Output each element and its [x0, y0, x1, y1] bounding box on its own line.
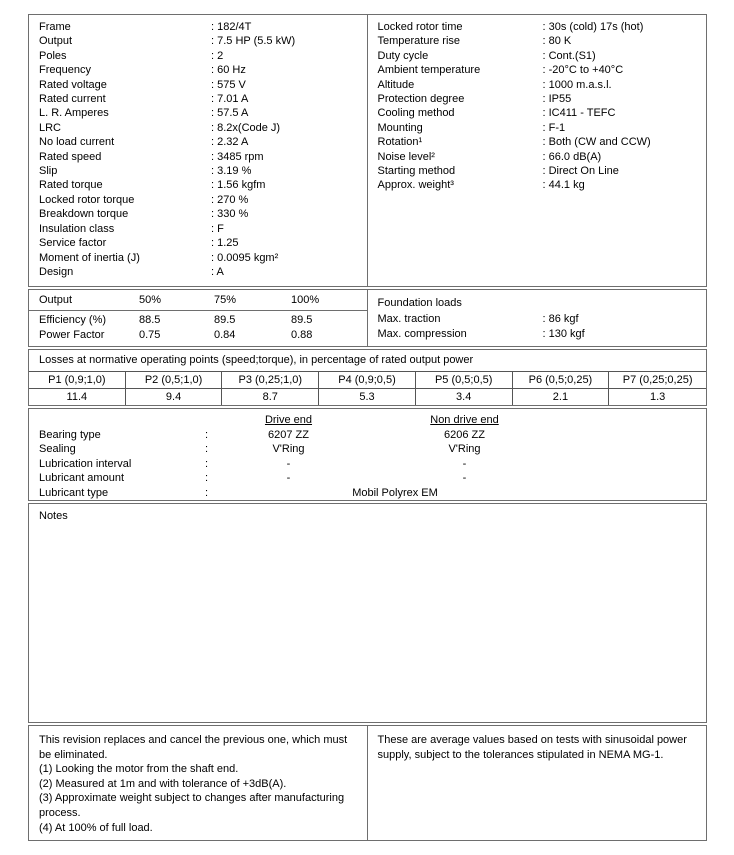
revision-notes	[29, 726, 368, 840]
spec-row	[39, 135, 367, 149]
bearing-row	[29, 442, 706, 457]
drive-end-header: Drive end	[264, 414, 313, 426]
spec-value: : 8.2x(Code J)	[211, 121, 281, 134]
spec-value: : 2	[211, 49, 224, 62]
foundation-loads-title: Foundation loads	[377, 297, 462, 309]
spec-row	[378, 150, 707, 164]
bearing-label: Lubrication interval	[39, 457, 132, 470]
spec-row	[39, 106, 367, 120]
spec-label: Starting method	[377, 165, 456, 178]
spec-value: : 330 %	[211, 208, 249, 221]
bearing-drive-value: 6207 ZZ	[268, 428, 309, 441]
output-header-100: 100%	[291, 294, 320, 306]
losses-header-p7: P7 (0,25;0,25)	[622, 374, 693, 386]
losses-section	[28, 349, 707, 406]
bearing-row	[29, 471, 706, 486]
spec-label: Insulation class	[39, 222, 115, 235]
bearing-drive-value: V'Ring	[272, 443, 305, 456]
spec-label: Rated current	[39, 93, 106, 106]
spec-value: : 182/4T	[211, 21, 252, 33]
footer-line: (4) At 100% of full load.	[39, 821, 153, 834]
spec-row	[39, 222, 367, 236]
bearing-label: Bearing type	[39, 428, 101, 441]
spec-row	[39, 49, 367, 63]
spec-row	[378, 20, 707, 34]
footer-line: This revision replaces and cancel the previous one, which must be eliminated.	[39, 734, 348, 761]
spec-value: : -20°C to +40°C	[542, 64, 624, 77]
footer-line: (2) Measured at 1m and with tolerance of +3dB(A).	[39, 777, 287, 790]
spec-row	[39, 207, 367, 221]
spec-row	[39, 178, 367, 192]
losses-value-p6: 2.1	[513, 389, 610, 405]
bearing-label: Lubricant type	[39, 486, 109, 499]
spec-value: : 80 K	[542, 35, 572, 48]
spec-value: : 57.5 A	[211, 107, 249, 120]
spec-row	[39, 63, 367, 77]
losses-values-row	[29, 389, 706, 405]
notes-title: Notes	[39, 510, 68, 522]
losses-header-p1: P1 (0,9;1,0)	[29, 372, 126, 388]
spec-value: : 575 V	[211, 78, 246, 91]
spec-row	[39, 251, 367, 265]
bearing-end-header-row	[29, 413, 706, 428]
spec-value: : IC411 - TEFC	[542, 107, 616, 120]
spec-row	[39, 265, 367, 279]
power-factor-50: 0.75	[139, 329, 161, 341]
footer-line: (3) Approximate weight subject to changes after manufacturing process.	[39, 792, 345, 819]
foundation-row	[378, 312, 707, 327]
bearing-nondrive-value: 6206 ZZ	[444, 428, 485, 441]
spec-value: : 7.5 HP (5.5 kW)	[211, 35, 296, 48]
spec-label: Rated torque	[39, 179, 103, 192]
efficiency-100: 89.5	[291, 314, 313, 326]
spec-label: Altitude	[377, 78, 415, 91]
specs-left-column	[29, 15, 368, 286]
datasheet-body	[28, 14, 707, 843]
bearing-nondrive-value: V'Ring	[448, 443, 481, 456]
spec-label: Locked rotor torque	[39, 193, 135, 206]
bearing-drive-value: -	[286, 457, 291, 470]
colon: :	[205, 472, 209, 485]
spec-row	[378, 78, 707, 92]
losses-header-p3: P3 (0,25;1,0)	[222, 372, 319, 388]
non-drive-end-header: Non drive end	[430, 414, 499, 426]
spec-label: Rated speed	[39, 150, 102, 163]
foundation-label: Max. traction	[377, 313, 441, 325]
spec-value: : 7.01 A	[211, 93, 249, 106]
spec-label: Rated voltage	[39, 78, 107, 91]
spec-row	[378, 135, 707, 149]
spec-value: : 1000 m.a.s.l.	[542, 78, 612, 91]
spec-label: Frequency	[39, 64, 91, 77]
losses-table	[29, 371, 706, 405]
spec-row	[378, 178, 707, 192]
lubricant-type-row	[29, 486, 706, 501]
spec-label: Noise level²	[377, 150, 435, 163]
spec-row	[39, 236, 367, 250]
bearing-nondrive-value: -	[462, 457, 467, 470]
spec-value: : 1.25	[211, 237, 239, 250]
bearings-section	[28, 408, 707, 501]
spec-value: : Direct On Line	[542, 165, 619, 178]
spec-value: : 30s (cold) 17s (hot)	[542, 21, 644, 33]
efficiency-row	[29, 313, 367, 328]
foundation-value: : 130 kgf	[542, 328, 585, 340]
colon: :	[205, 443, 209, 456]
spec-value: : Cont.(S1)	[542, 49, 596, 62]
spec-row	[378, 63, 707, 77]
spec-label: Temperature rise	[377, 35, 461, 48]
foundation-loads	[368, 290, 707, 346]
spec-row	[39, 150, 367, 164]
specs-right-column	[368, 15, 707, 286]
spec-label: Poles	[39, 49, 67, 62]
spec-label: Duty cycle	[377, 49, 429, 62]
spec-value: : 0.0095 kgm²	[211, 251, 279, 264]
spec-row	[39, 164, 367, 178]
output-header-50: 50%	[139, 294, 162, 306]
losses-value-p1: 11.4	[29, 389, 126, 405]
spec-row	[39, 92, 367, 106]
colon: :	[205, 486, 209, 499]
output-header-label: Output	[39, 294, 73, 306]
bearing-label: Sealing	[39, 443, 76, 456]
spec-value: : 44.1 kg	[542, 179, 585, 192]
spec-value: : 270 %	[211, 193, 249, 206]
spec-label: Output	[39, 35, 73, 48]
spec-label: Protection degree	[377, 93, 465, 106]
losses-header-row	[29, 372, 706, 389]
spec-label: Service factor	[39, 237, 107, 250]
spec-label: Rotation¹	[377, 136, 423, 149]
spec-label: Slip	[39, 165, 58, 178]
losses-value-p4: 5.3	[319, 389, 416, 405]
spec-row	[378, 121, 707, 135]
efficiency-label: Efficiency (%)	[39, 314, 107, 326]
losses-value-p5: 3.4	[416, 389, 513, 405]
power-factor-label: Power Factor	[39, 329, 105, 341]
power-factor-row	[29, 328, 367, 343]
spec-row	[378, 49, 707, 63]
main-specs-section	[28, 14, 707, 287]
tolerance-note	[368, 726, 707, 840]
spec-value: : Both (CW and CCW)	[542, 136, 651, 149]
foundation-value: : 86 kgf	[542, 313, 579, 325]
spec-row	[378, 92, 707, 106]
losses-header-p5: P5 (0,5;0,5)	[416, 372, 513, 388]
losses-header-p6: P6 (0,5;0,25)	[513, 372, 610, 388]
spec-value: : 2.32 A	[211, 136, 249, 149]
bearing-drive-value: -	[286, 472, 291, 485]
spec-value: : 60 Hz	[211, 64, 246, 77]
bearing-label: Lubricant amount	[39, 472, 124, 485]
colon: :	[205, 428, 209, 441]
spec-label: Cooling method	[377, 107, 455, 120]
footer-section	[28, 725, 707, 841]
bearing-row	[29, 428, 706, 443]
lubricant-type-value: Mobil Polyrex EM	[352, 486, 438, 499]
spec-value: : F-1	[542, 121, 566, 134]
losses-value-p7: 1.3	[649, 391, 666, 403]
spec-label: Mounting	[377, 121, 423, 134]
power-factor-75: 0.84	[214, 329, 236, 341]
spec-label: Breakdown torque	[39, 208, 129, 221]
output-table	[29, 290, 368, 346]
bearing-row	[29, 457, 706, 472]
efficiency-50: 88.5	[139, 314, 161, 326]
spec-label: Approx. weight³	[377, 179, 454, 192]
footer-line: (1) Looking the motor from the shaft end.	[39, 763, 239, 776]
colon: :	[205, 457, 209, 470]
spec-row	[39, 34, 367, 48]
losses-value-p2: 9.4	[126, 389, 223, 405]
spec-value: : 3485 rpm	[211, 150, 264, 163]
spec-value: : 1.56 kgfm	[211, 179, 266, 192]
losses-header-p4: P4 (0,9;0,5)	[319, 372, 416, 388]
bearing-nondrive-value: -	[462, 472, 467, 485]
spec-row	[39, 20, 367, 34]
notes-section	[28, 503, 707, 723]
spec-label: Locked rotor time	[377, 21, 463, 33]
spec-label: Ambient temperature	[377, 64, 481, 77]
footer-right-text: These are average values based on tests with sinusoidal power supply, subject to the tolerances stipulated in NEMA MG-1.	[377, 734, 687, 761]
spec-row	[39, 78, 367, 92]
efficiency-75: 89.5	[214, 314, 236, 326]
spec-row	[378, 164, 707, 178]
performance-section	[28, 289, 707, 347]
spec-label: Design	[39, 265, 74, 278]
output-header-row	[29, 290, 367, 311]
spec-value: : F	[211, 222, 224, 235]
spec-row	[39, 193, 367, 207]
spec-row	[378, 34, 707, 48]
spec-label: L. R. Amperes	[39, 107, 109, 120]
spec-value: : A	[211, 265, 224, 278]
losses-value-p3: 8.7	[222, 389, 319, 405]
spec-row	[39, 121, 367, 135]
spec-value: : 66.0 dB(A)	[542, 150, 602, 163]
losses-header-p2: P2 (0,5;1,0)	[126, 372, 223, 388]
spec-value: : IP55	[542, 93, 572, 106]
spec-value: : 3.19 %	[211, 165, 252, 178]
spec-label: Frame	[39, 21, 71, 33]
spec-label: Moment of inertia (J)	[39, 251, 140, 264]
spec-label: LRC	[39, 121, 62, 134]
foundation-row	[378, 327, 707, 342]
spec-label: No load current	[39, 136, 115, 149]
foundation-label: Max. compression	[377, 328, 467, 340]
output-header-75: 75%	[214, 294, 237, 306]
spec-row	[378, 106, 707, 120]
losses-title: Losses at normative operating points (speed;torque), in percentage of rated output power	[39, 354, 474, 366]
power-factor-100: 0.88	[291, 329, 313, 341]
